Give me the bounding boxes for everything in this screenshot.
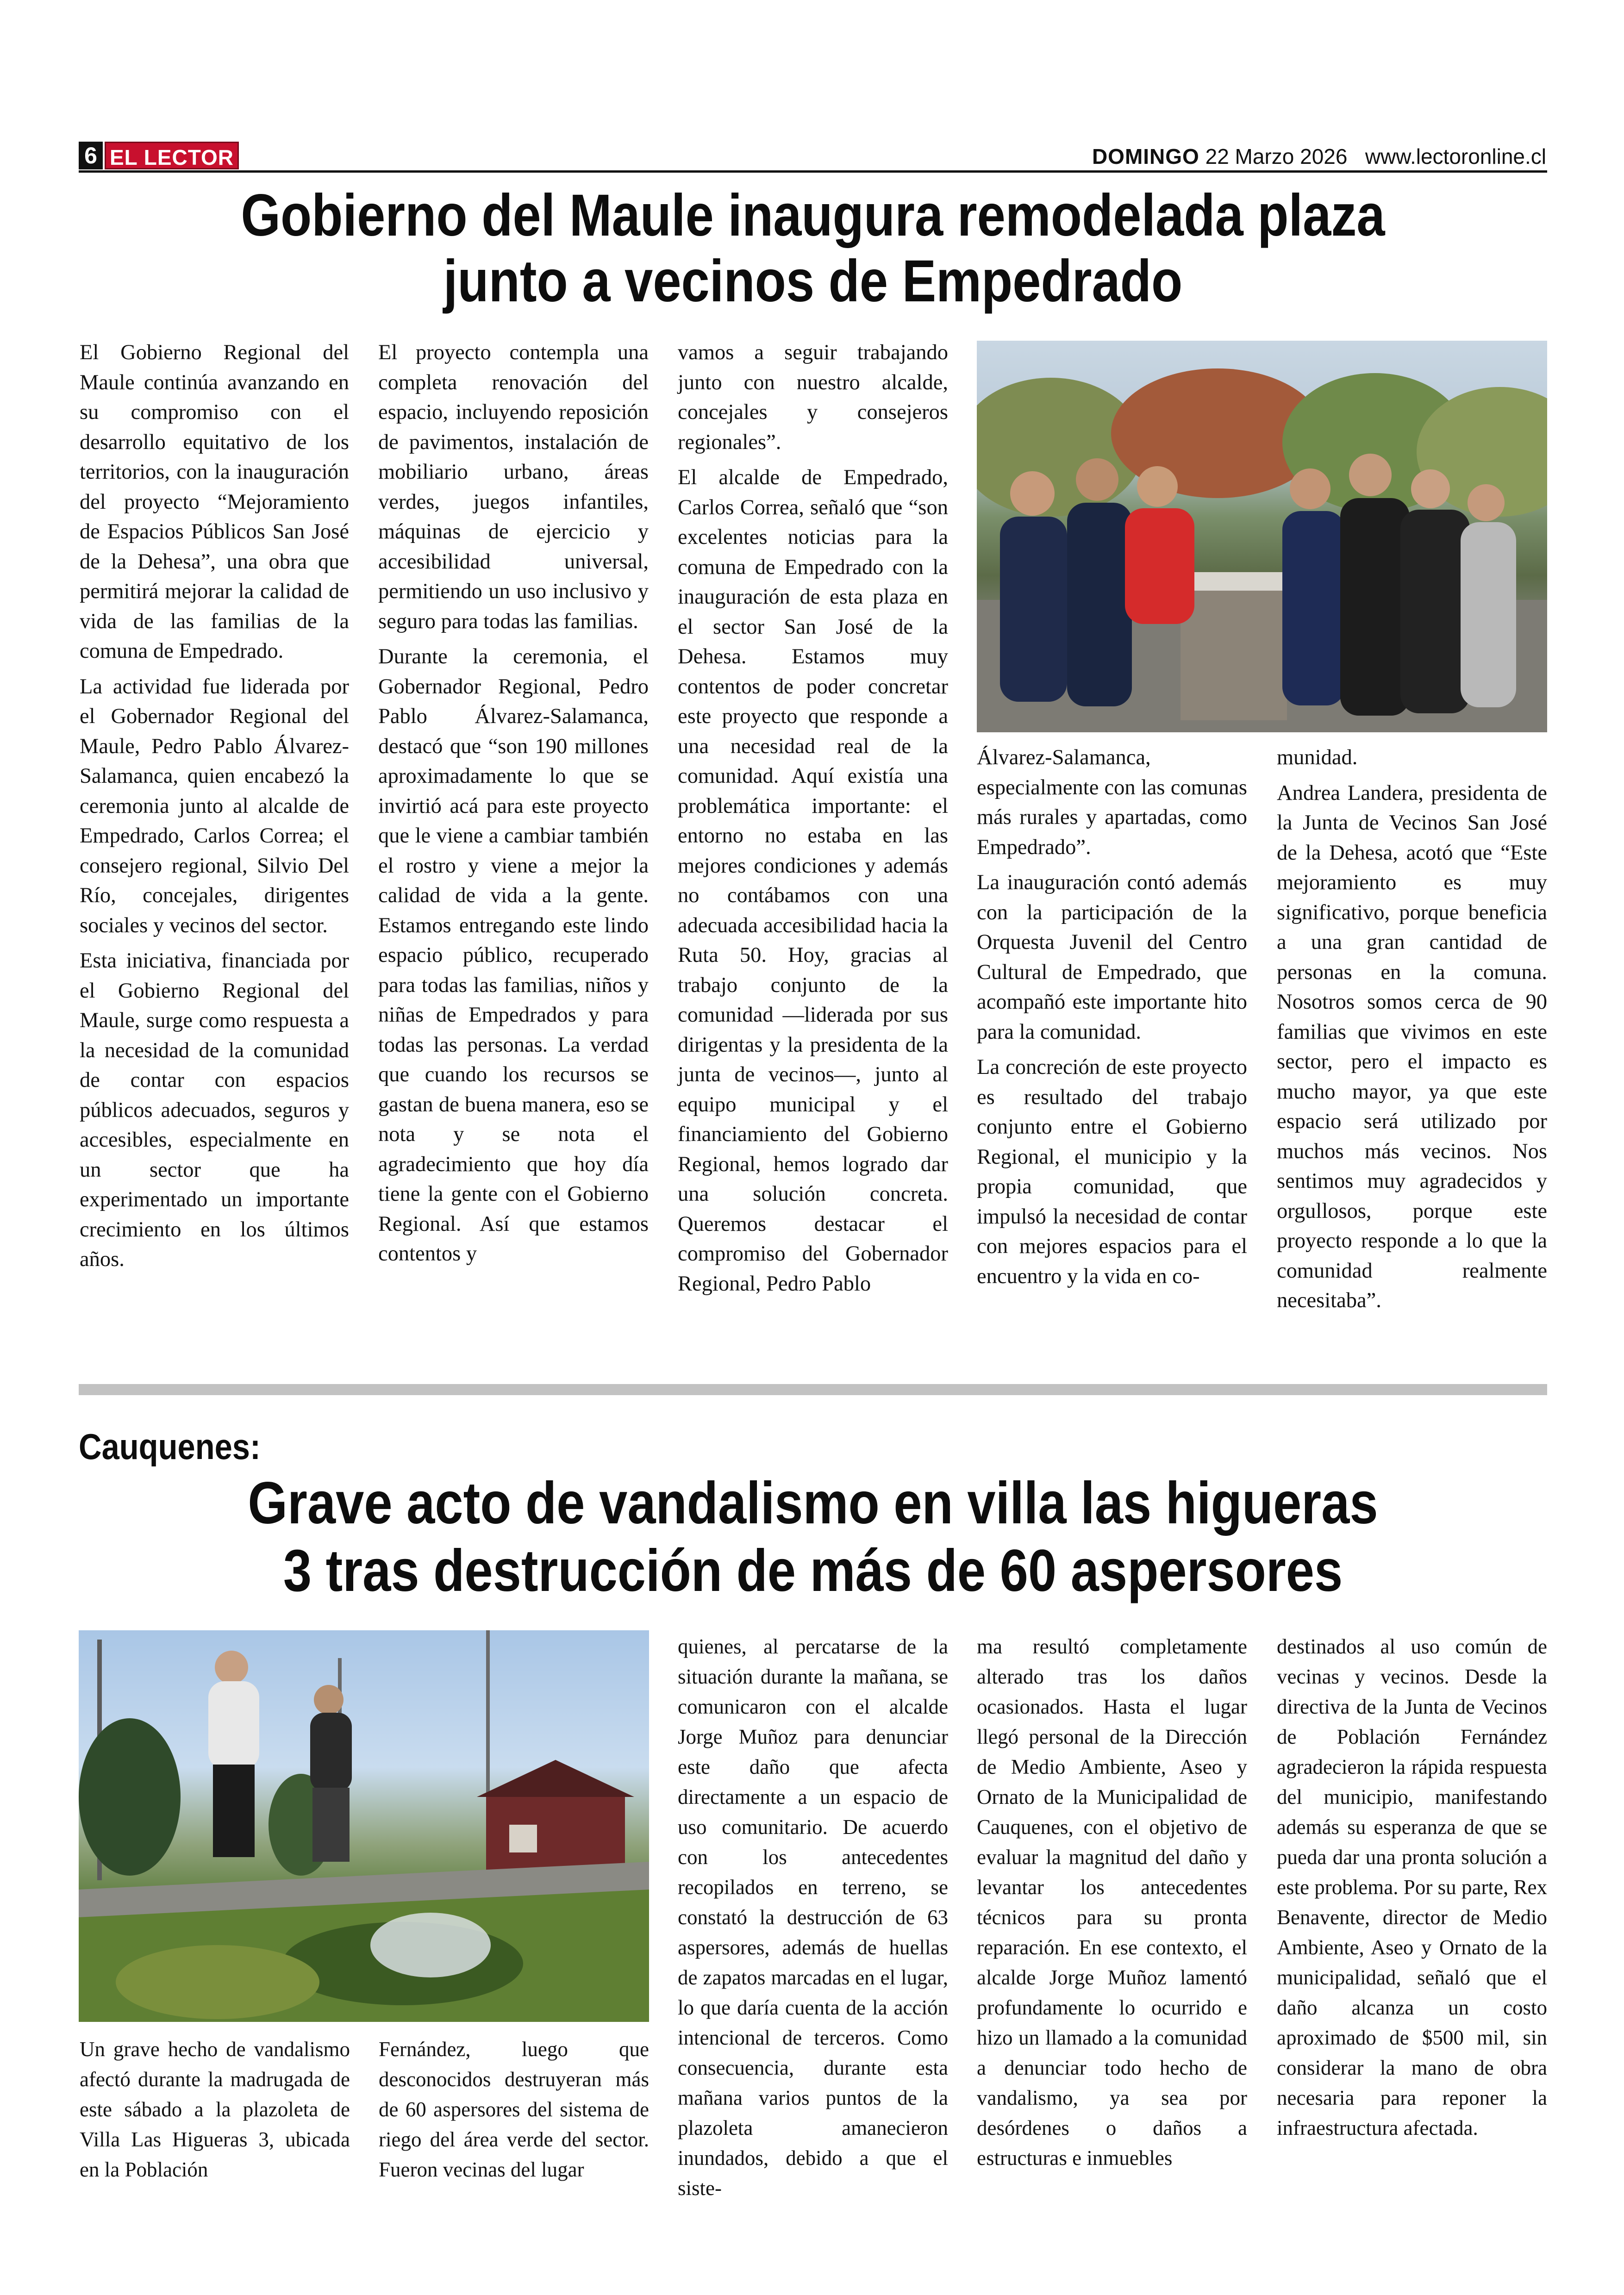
article2-col2 bbox=[379, 2034, 649, 2190]
article1-col1 bbox=[80, 338, 349, 1280]
article1-col1-p2: La actividad fue liderada por el Gobernador Regional del Maule, Pedro Pablo Álvarez-Salamanca, quien encabezó la ceremonia junto al alcalde de Empedrado, Carlos Correa; el consejero regional, Silvio Del Río, concejales, dirigentes sociales y vecinos del sector. bbox=[80, 674, 349, 937]
article1-col4 bbox=[977, 743, 1247, 1297]
photo-sprinklers-illustration bbox=[79, 1630, 649, 2022]
masthead-date: 22 Marzo 2026 bbox=[1205, 144, 1348, 168]
article2-headline-line2: 3 tras destrucción de más de 60 aspersores bbox=[283, 1538, 1343, 1604]
article1-col3 bbox=[678, 338, 948, 1304]
article1-col2 bbox=[378, 338, 649, 1275]
article2-col5-p1: destinados al uso común de vecinas y vecinos. Desde la directiva de la Junta de Vecinos de Población Fernández agradecieron la rápida respuesta del municipio, manifestando además su esperanza de que se pueda dar una pronta solución a este problema. Por su parte, Rex Benavente, director de Medio Ambiente, Aseo y Ornato de la municipalidad, señaló que el daño alcanza un costo aproximado de $500 mil, sin considerar la mano de obra necesaria para reponer la infraestructura afectada. bbox=[1277, 1635, 1547, 2139]
article1-col3-p2: El alcalde de Empedrado, Carlos Correa, señaló que “son excelentes noticias para la comuna de Empedrado con la inauguración de esta plaza en el sector San José de la Dehesa. Estamos muy contentos de poder concretar este proyecto que responde a una necesidad real de la comunidad. Aquí existía una problemática importante: el entorno no estaba en las mejores condiciones y además no contábamos con una adecuada accesibilidad hacia la Ruta 50. Hoy, gracias al trabajo conjunto de la comunidad —liderada por sus dirigentas y la presidenta de la junta de vecinos—, junto al equipo municipal y el financiamiento del Gobierno Regional, hemos logrado dar una solución concreta. Queremos destacar el compromiso del Gobernador Regional, Pedro Pablo bbox=[678, 466, 948, 1296]
article1-col1-p1: El Gobierno Regional del Maule continúa avanzando en su compromiso con el desarrollo equitativo de los territorios, con la inauguración del proyecto “Mejoramiento de Espacios Públicos San José de la Dehesa”, una obra que permitirá mejorar la calidad de vida de las familias de la comuna de Empedrado. bbox=[80, 341, 349, 663]
article2-headline bbox=[181, 1470, 1444, 1605]
article2-kicker: Cauquenes: bbox=[79, 1426, 261, 1467]
article1-col3-p1: vamos a seguir trabajando junto con nuestro alcalde, concejales y consejeros regionales”. bbox=[678, 341, 948, 454]
article2-col2-p1: Fernández, luego que desconocidos destruyeran más de 60 aspersores del sistema de riego del área verde del sector. Fueron vecinas del lugar bbox=[379, 2038, 649, 2181]
article1-col2-p1: El proyecto contempla una completa renovación del espacio, incluyendo reposición de pavimentos, instalación de mobiliario urbano, áreas verdes, juegos infantiles, máquinas de ejercicio y accesibilidad universal, permitiendo un uso inclusivo y seguro para todas las familias. bbox=[378, 341, 649, 633]
page-number: 6 bbox=[79, 142, 103, 169]
article2-col1 bbox=[80, 2034, 350, 2190]
photo-ceremony bbox=[977, 341, 1547, 732]
masthead-day: DOMINGO bbox=[1092, 144, 1199, 168]
article1-headline: Gobierno del Maule inaugura remodelada plaza junto a vecinos de Empedrado bbox=[241, 182, 1385, 314]
article1-col4-p1: Álvarez-Salamanca, especialmente con las comunas más rurales y apartadas, como Empedrado”. bbox=[977, 746, 1247, 859]
article2-col1-p1: Un grave hecho de vandalismo afectó durante la madrugada de este sábado a la plazoleta de Villa Las Higueras 3, ubicada en la Población bbox=[80, 2038, 350, 2181]
article1-col4-p3: La concreción de este proyecto es resultado del trabajo conjunto entre el Gobierno Regional, el municipio y la propia comunidad, que impulsó la necesidad de contar con mejores espacios para el encuentro y la vida en co- bbox=[977, 1055, 1247, 1288]
article1-col2-p2: Durante la ceremonia, el Gobernador Regional, Pedro Pablo Álvarez-Salamanca, destacó que “son 190 millones aproximadamente lo que se invirtió acá para este proyecto que le viene a cambiar también el rostro y viene a mejor la calidad de vida a la gente. Estamos entregando este lindo espacio público, recuperado para todas las familias, niños y niñas de Empedrados y para todas las personas. La verdad que cuando los recursos se gastan de buena manera, eso se nota y se nota el agradecimiento que hoy día tiene la gente con el Gobierno Regional. Así que estamos contentos y bbox=[378, 645, 649, 1266]
article1-col5-p2: Andrea Landera, presidenta de la Junta de Vecinos San José de la Dehesa, acotó que “Este mejoramiento es muy significativo, porque beneficia a una gran cantidad de personas en la comuna. Nosotros somos cerca de 90 familias que vivimos en este sector, pero el impacto es mucho mayor, ya que este espacio será utilizado por muchos más vecinos. Nos sentimos muy agradecidos y orgullosos, porque este proyecto responde a lo que la comunidad realmente necesitaba”. bbox=[1277, 781, 1547, 1312]
header-rule bbox=[79, 170, 1547, 173]
article2-col4-p1: ma resultó completamente alterado tras los daños ocasionados. Hasta el lugar llegó personal de la Dirección de Medio Ambiente, Aseo y Ornato de la Municipalidad de Cauquenes, con el objetivo de evaluar la magnitud del daño y levantar los antecedentes técnicos para su pronta reparación. En ese contexto, el alcalde Jorge Muñoz lamentó profundamente lo ocurrido e hizo un llamado a la comunidad a denunciar todo hecho de vandalismo, ya sea por desórdenes o daños a estructuras e inmuebles bbox=[977, 1635, 1247, 2170]
article2-col5 bbox=[1277, 1632, 1547, 2149]
article1-col4-p2: La inauguración contó además con la participación de la Orquesta Juvenil del Centro Cultural de Empedrado, que acompañó este importante hito para la comunidad. bbox=[977, 871, 1247, 1044]
masthead-dateline bbox=[1092, 142, 1546, 169]
article1-col1-p3: Esta iniciativa, financiada por el Gobierno Regional del Maule, surge como respuesta a la necesidad de la comunidad de contar con espacios públicos adecuados, seguros y accesibles, especialmente en un sector que ha experimentado un importante crecimiento en los últimos años. bbox=[80, 949, 349, 1271]
article2-col3-p1: quienes, al percatarse de la situación durante la mañana, se comunicaron con el alcalde Jorge Muñoz para denunciar este daño que afecta directamente a un espacio de uso comunitario. De acuerdo con los antecedentes recopilados en terreno, se constató la destrucción de 63 aspersores, además de huellas de zapatos marcadas en el lugar, lo que daría cuenta de la acción intencional de terceros. Como consecuencia, durante esta mañana varios puntos de la plazoleta amanecieron inundados, debido a que el siste- bbox=[678, 1635, 948, 2200]
article2-col4 bbox=[977, 1632, 1247, 2179]
photo-sprinklers bbox=[79, 1630, 649, 2022]
article2-col3 bbox=[678, 1632, 948, 2209]
section-divider bbox=[79, 1384, 1547, 1395]
article1-col5 bbox=[1277, 743, 1547, 1322]
photo-ceremony-illustration bbox=[977, 341, 1547, 732]
newspaper-logo: EL LECTOR bbox=[105, 142, 239, 169]
article1-col5-p1: munidad. bbox=[1277, 746, 1358, 769]
masthead-website: www.lectoronline.cl bbox=[1365, 144, 1546, 168]
article2-headline-line1: Grave acto de vandalismo en villa las higueras bbox=[248, 1470, 1378, 1536]
